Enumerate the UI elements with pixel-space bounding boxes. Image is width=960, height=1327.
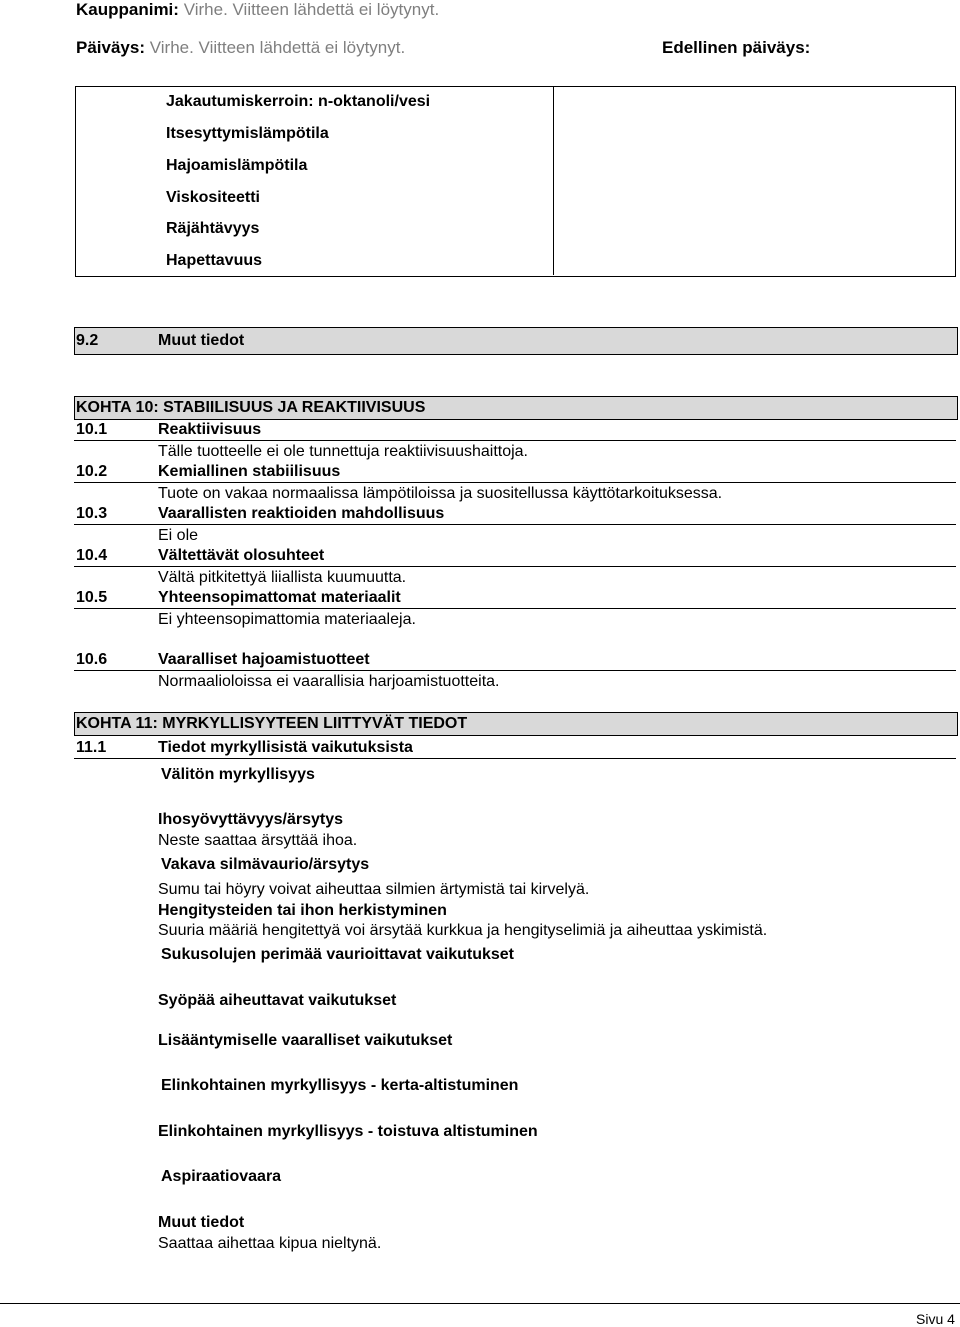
divider	[74, 440, 956, 441]
date-label: Päiväys:	[76, 38, 145, 57]
trade-name-value: Virhe. Viitteen lähdettä ei löytynyt.	[183, 0, 440, 19]
previous-date-label: Edellinen päiväys:	[662, 38, 811, 57]
section-10-4-number: 10.4	[76, 547, 108, 564]
sensitisation-text: Suuria määriä hengitettyä voi ärsytää kurkkua ja hengityselimiä ja aiheuttaa yskimistä.	[158, 922, 768, 939]
section-10-3-number: 10.3	[76, 505, 108, 522]
property-row: Jakautumiskerroin: n-oktanoli/vesi	[166, 93, 431, 110]
property-row: Itsesyttymislämpötila	[166, 125, 329, 142]
section-10-6-title: Vaaralliset hajoamistuotteet	[158, 651, 370, 668]
footer-divider	[0, 1303, 960, 1304]
mutagenicity-heading: Sukusolujen perimää vaurioittavat vaikutukset	[161, 946, 515, 963]
section-9-2-title: Muut tiedot	[158, 332, 245, 349]
stot-single-heading: Elinkohtainen myrkyllisyys - kerta-altistuminen	[161, 1077, 519, 1094]
section-10-1-title: Reaktiivisuus	[158, 421, 262, 438]
other-info-heading: Muut tiedot	[158, 1214, 245, 1231]
property-row: Hapettavuus	[166, 252, 263, 269]
properties-table-divider	[553, 86, 554, 275]
section-11-title: KOHTA 11: MYRKYLLISYYTEEN LIITTYVÄT TIEDOT	[76, 715, 468, 732]
divider	[74, 524, 956, 525]
divider	[74, 482, 956, 483]
date-value: Virhe. Viitteen lähdettä ei löytynyt.	[149, 38, 406, 57]
section-10-5-title: Yhteensopimattomat materiaalit	[158, 589, 401, 606]
skin-irritation-heading: Ihosyövyttävyys/ärsytys	[158, 811, 343, 828]
section-10-6-text: Normaalioloissa ei vaarallisia harjoamistuotteita.	[158, 673, 500, 690]
header-date	[76, 38, 405, 58]
section-10-2-title: Kemiallinen stabiilisuus	[158, 463, 341, 480]
sensitisation-heading: Hengitysteiden tai ihon herkistyminen	[158, 902, 447, 919]
section-9-2-number: 9.2	[76, 332, 99, 349]
divider	[74, 566, 956, 567]
section-10-2-number: 10.2	[76, 463, 108, 480]
eye-damage-text: Sumu tai höyry voivat aiheuttaa silmien ärtymistä tai kirvelyä.	[158, 881, 590, 898]
properties-table	[75, 86, 956, 277]
header-trade-name	[76, 0, 439, 20]
section-10-3-text: Ei ole	[158, 527, 199, 544]
property-row: Räjähtävyys	[166, 220, 260, 237]
acute-toxicity-heading: Välitön myrkyllisyys	[161, 766, 315, 783]
section-11-1-number: 11.1	[76, 739, 107, 756]
reproductive-toxicity-heading: Lisääntymiselle vaaralliset vaikutukset	[158, 1032, 453, 1049]
skin-irritation-text: Neste saattaa ärsyttää ihoa.	[158, 832, 358, 849]
other-info-text: Saattaa aihettaa kipua nieltynä.	[158, 1235, 382, 1252]
eye-damage-heading: Vakava silmävaurio/ärsytys	[161, 856, 370, 873]
property-row: Hajoamislämpötila	[166, 157, 308, 174]
section-11-1-title: Tiedot myrkyllisistä vaikutuksista	[158, 739, 413, 756]
section-10-5-number: 10.5	[76, 589, 108, 606]
aspiration-heading: Aspiraatiovaara	[161, 1168, 282, 1185]
section-10-1-number: 10.1	[76, 421, 108, 438]
divider	[74, 758, 956, 759]
section-10-6-number: 10.6	[76, 651, 108, 668]
divider	[74, 670, 956, 671]
property-row: Viskositeetti	[166, 189, 260, 206]
section-10-3-title: Vaarallisten reaktioiden mahdollisuus	[158, 505, 445, 522]
section-10-1-text: Tälle tuotteelle ei ole tunnettuja reaktiivisuushaittoja.	[158, 443, 528, 460]
stot-repeated-heading: Elinkohtainen myrkyllisyys - toistuva altistuminen	[158, 1123, 538, 1140]
trade-name-label: Kauppanimi:	[76, 0, 179, 19]
section-10-4-text: Vältä pitkitettyä liiallista kuumuutta.	[158, 569, 407, 586]
section-10-5-text: Ei yhteensopimattomia materiaaleja.	[158, 611, 416, 628]
section-10-2-text: Tuote on vakaa normaalissa lämpötiloissa ja suositellussa käyttötarkoituksessa.	[158, 485, 723, 502]
section-10-title: KOHTA 10: STABIILISUUS JA REAKTIIVISUUS	[76, 399, 426, 416]
carcinogenicity-heading: Syöpää aiheuttavat vaikutukset	[158, 992, 397, 1009]
page-number: Sivu 4	[916, 1311, 955, 1327]
divider	[74, 608, 956, 609]
section-10-4-title: Vältettävät olosuhteet	[158, 547, 325, 564]
